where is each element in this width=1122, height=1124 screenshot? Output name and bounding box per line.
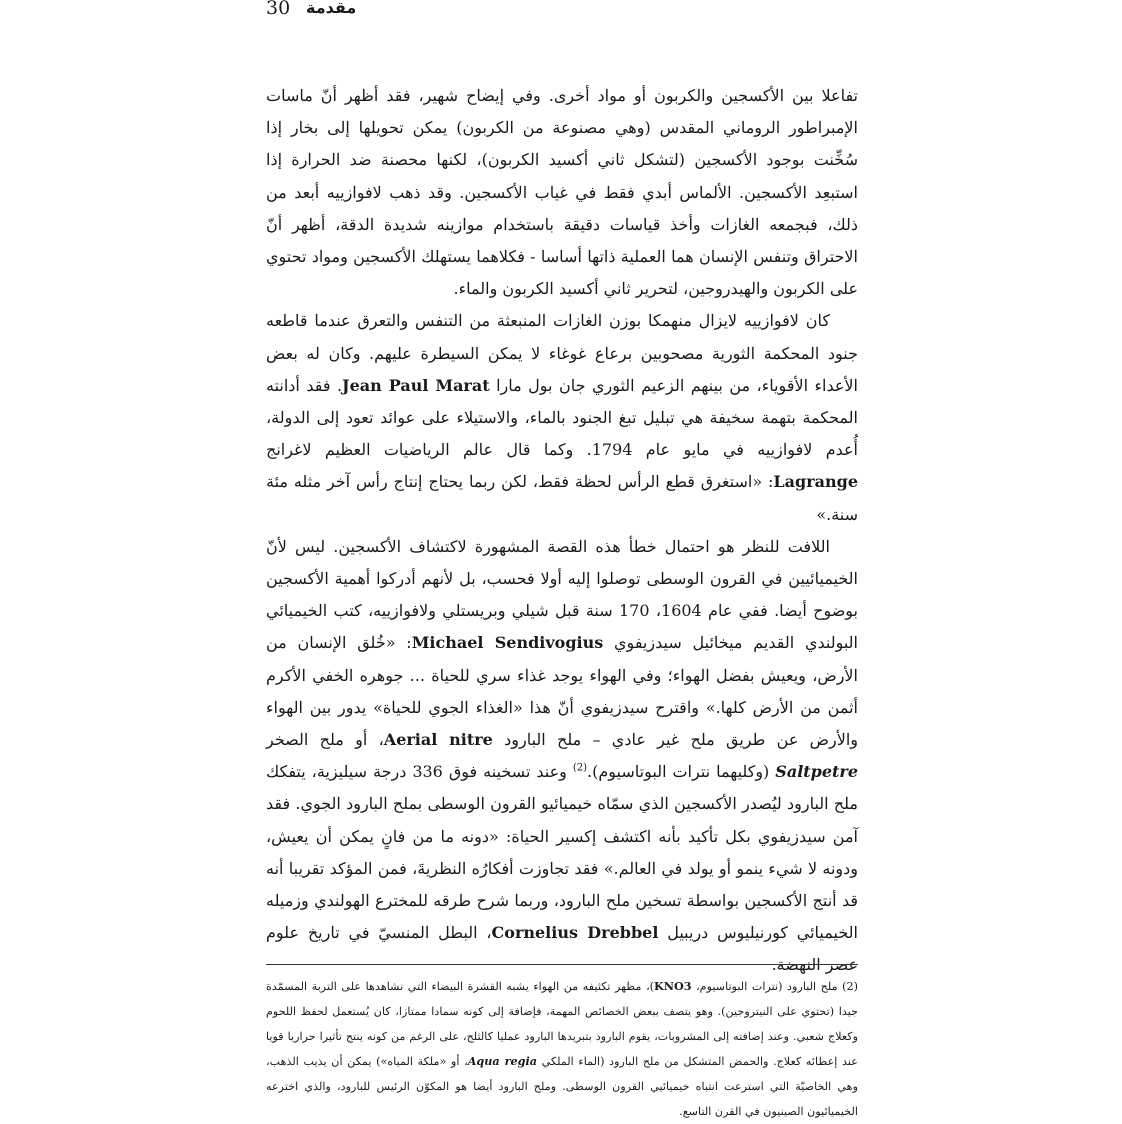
footnote — [266, 974, 858, 1124]
paragraph — [266, 80, 858, 305]
text-run: : «استغرق قطع الرأس لحظة فقط، لكن ربما يحتاج إنتاج رأس آخر مثله مئة سنة.» — [266, 472, 858, 524]
latin-term: Lagrange — [773, 472, 858, 492]
latin-term: Aerial nitre — [383, 730, 493, 750]
text-run: : «خُلق الإنسان من الأرض، ويعيش بفضل الهواء؛ وفي الهواء يوجد غذاء سري للحياة ... جوهره الخفي الأكرم أثمن من الأرض كلها.» واقترح سيدزيفوي أنّ هذا «الغذاء الجوي للحياة» يدور بين الهواء والأرض عن طريق ملح غير عادي – ملح البارود — [266, 633, 859, 750]
text-run: . فقد أدانته المحكمة بتهمة سخيفة هي تبليل تبغ الجنود بالماء، والاستيلاء على عوائد تعود إلى الدولة، أُعدم لافوازييه في مايو عام 1794. وكما قال عالم الرياضيات العظيم لاغرانج — [266, 375, 858, 460]
text-run: اللافت للنظر هو احتمال خطأ هذه القصة المشهورة لاكتشاف الأكسجين. ليس لأنّ الخيميائيين في القرون الوسطى توصلوا إليه أولا فحسب، بل لأنهم أدركوا أهمية الأكسجين بوضوح أيضا. ففي عام 1604، 170 سنة قبل شيلي وبريستلي ولافوازييه، كتب الخيميائي البولندي القديم ميخائيل سيدزيفوي — [266, 536, 859, 653]
text-run: ، البطل المنسيّ في تاريخ علوم عصر النهضة. — [266, 923, 858, 975]
text-run: ، أو ملح الصخر — [266, 730, 384, 750]
page-header — [266, 0, 858, 20]
text-run: وعند تسخينه فوق 336 درجة سيليزية، يتفكك ملح البارود ليُصدر الأكسجين الذي سمّاه خيميائيو القرون الوسطى بملح البارود الجوي. فقد آمن سيدزيفوي بكل تأكيد بأنه اكتشف إكسير الحياة: «دونه ما من فانٍ يمكن أن يعيش، ودونه لا شيء ينمو أو يولد في العالم.» فقد تجاوزت أفكارُه النظريةَ، فمن المؤكد تقريبا أنه قد أنتج الأكسجين بواسطة تسخين ملح البارود، وربما شرح طرقه للمخترع الهولندي وزميله الخيميائي كورنيليوس دريبيل — [266, 762, 858, 943]
footnote-divider — [266, 964, 858, 965]
paragraph — [266, 305, 858, 530]
text-run: (وكليهما نترات البوتاسيوم). — [587, 762, 776, 782]
latin-term: Aqua regia — [467, 1054, 537, 1068]
paragraph — [266, 531, 858, 982]
text-run: (2) ملح البارود (نترات البوتاسيوم، — [691, 980, 858, 993]
latin-term: Saltpetre — [775, 762, 859, 782]
footnote-text — [266, 974, 858, 1124]
footnote-ref: (2) — [572, 762, 588, 774]
body-text — [266, 80, 858, 982]
latin-term: Jean Paul Marat — [342, 375, 490, 395]
latin-term: KNO3 — [654, 979, 692, 993]
running-title: مقدمة — [306, 0, 357, 17]
text-run: )، مظهر تكثيفه من الهواء يشبه القشرة البيضاء التي نشاهدها على التربة المسمّدة جيدا (تحتوي على النيتروجين). وهو يتصف ببعض الخصائص المهمة، فإضافة إلى كونه سمادا ممتازا، كان يُستعمل لحفظ اللحوم وكعلاج شعبي. وعند إضافته إلى المشروبات، يقوم البارود بتبريدها البارود عمليا كالثلج، على الرغم من كونه ينتج تأثيرا حراريا قويا عند إعطائه كعلاج. والحمض المتشكل من ملح البارود (الماء الملكي — [266, 980, 858, 1068]
latin-term: Cornelius Drebbel — [491, 923, 659, 943]
text-run: كان لافوازييه لايزال منهمكا بوزن الغازات المنبعثة من التنفس والتعرق عندما قاطعه جنود المحكمة الثورية مصحوبين برعاع غوغاء لا يمكن السيطرة عليهم. وكان له بعض الأعداء الأقوياء، من بينهم الزعيم الثوري جان بول مارا — [266, 311, 858, 395]
text-run: تفاعلا بين الأكسجين والكربون أو مواد أخرى. وفي إيضاح شهير، فقد أظهر أنّ ماسات الإمبراطور الروماني المقدس (وهي مصنوعة من الكربون) يمكن تحويلها إلى بخار إذا سُخِّنت بوجود الأكسجين (لتشكل ثاني أكسيد الكربون)، لكنها محصنة ضد الحرارة إذا استبعِد الأكسجين. الألماس أبدي فقط في غياب الأكسجين. وقد ذهب لافوازييه أبعد من ذلك، فبجمعه الغازات وأخذ قياسات دقيقة باستخدام موازينه شديدة الدقة، أظهر أنّ الاحتراق وتنفس الإنسان هما العملية ذاتها أساسا - فكلاهما يستهلك الأكسجين ومواد تحتوي على الكربون والهيدروجين، لتحرير ثاني أكسيد الكربون والماء. — [266, 86, 858, 299]
text-run: ، أو «ملكة المياه») يمكن أن يذيب الذهب، وهي الخاصيّة التي استرعت انتباه خيميائيي القرون الوسطى. وملح البارود أيضا هو المكوّن الرئيس للبارود، والذي اخترعه الخيميائيون الصينيون في القرن التاسع. — [266, 1055, 858, 1118]
page-number: 30 — [266, 0, 291, 19]
latin-term: Michael Sendivogius — [411, 633, 604, 653]
